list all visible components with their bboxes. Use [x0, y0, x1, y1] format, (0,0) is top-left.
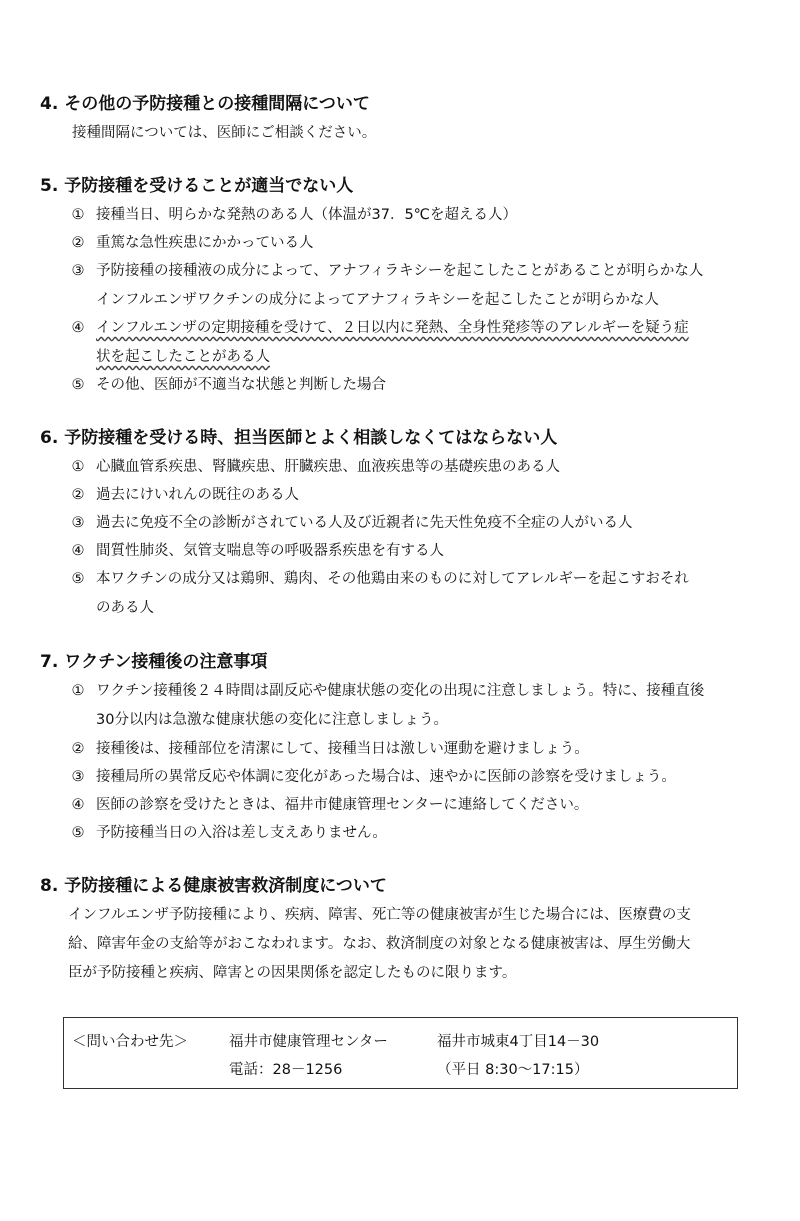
item-text-underlined: 状を起こしたことがある人 [96, 349, 270, 365]
section-5-item [66, 201, 766, 230]
item-text: 過去にけいれんの既往のある人 [96, 487, 299, 503]
section-8-text-line: 給、障害年金の支給等がおこなわれます。なお、救済制度の対象となる健康被害は、厚生労働大 [68, 936, 691, 952]
item-number: ⑤ [71, 825, 85, 841]
item-number: ② [71, 741, 85, 757]
section-6-item [66, 537, 766, 566]
section-4-text: 接種間隔については、医師にご相談ください。 [72, 125, 377, 141]
section-8-heading: 8. 予防接種による健康被害救済制度について [40, 876, 387, 896]
section-6-item [66, 453, 766, 482]
item-text: のある人 [96, 600, 154, 616]
section-7-item [66, 791, 766, 820]
section-5-heading: 5. 予防接種を受けることが適当でない人 [40, 176, 354, 196]
item-text: 医師の診察を受けたときは、福井市健康管理センターに連絡してください。 [96, 797, 589, 813]
item-text: ワクチン接種後２４時間は副反応や健康状態の変化の出現に注意しましょう。特に、接種直後 [96, 683, 705, 699]
item-number: ④ [71, 543, 85, 559]
item-text: 30分以内は急激な健康状態の変化に注意しましょう。 [96, 712, 448, 728]
item-number: ② [71, 235, 85, 251]
item-text-underlined: インフルエンザの定期接種を受けて、２日以内に発熱、全身性発疹等のアレルギーを疑う症 [96, 320, 689, 336]
contact-label: ＜問い合わせ先＞ [72, 1034, 188, 1050]
item-number: ① [71, 683, 85, 699]
item-number: ④ [71, 320, 85, 336]
item-number: ④ [71, 797, 85, 813]
section-4-heading: 4. その他の予防接種との接種間隔について [40, 94, 370, 114]
section-5-item [66, 257, 766, 315]
section-7-heading: 7. ワクチン接種後の注意事項 [40, 652, 268, 672]
item-number: ③ [71, 263, 85, 279]
section-8-text-line: 臣が予防接種と疾病、障害との因果関係を認定したものに限ります。 [68, 965, 517, 981]
section-5-item [66, 229, 766, 258]
item-text: 予防接種の接種液の成分によって、アナフィラキシーを起こしたことがあることが明らかな人 [96, 263, 704, 279]
section-7-item [66, 677, 766, 735]
item-number: ③ [71, 769, 85, 785]
item-number: ⑤ [71, 377, 85, 393]
item-number: ③ [71, 515, 85, 531]
contact-phone: 電話：28－1256 [229, 1062, 343, 1078]
item-text: 間質性肺炎、気管支喘息等の呼吸器系疾患を有する人 [96, 543, 444, 559]
section-7-item [66, 819, 766, 848]
section-7-item [66, 763, 766, 792]
section-6-heading: 6. 予防接種を受ける時、担当医師とよく相談しなくてはならない人 [40, 428, 558, 448]
item-text: 本ワクチンの成分又は鶏卵、鶏肉、その他鶏由来のものに対してアレルギーを起こすおそれ [96, 571, 689, 587]
item-text: インフルエンザワクチンの成分によってアナフィラキシーを起こしたことが明らかな人 [96, 292, 659, 308]
item-text: 接種後は、接種部位を清潔にして、接種当日は激しい運動を避けましょう。 [96, 741, 589, 757]
item-text: 過去に免疫不全の診断がされている人及び近親者に先天性免疫不全症の人がいる人 [96, 515, 633, 531]
item-number: ① [71, 207, 85, 223]
contact-organization: 福井市健康管理センター [229, 1034, 388, 1050]
item-text: 接種当日、明らかな発熱のある人（体温が37．5℃を超える人） [96, 207, 517, 223]
item-number: ② [71, 487, 85, 503]
section-6-item [66, 481, 766, 510]
section-8-text-line: インフルエンザ予防接種により、疾病、障害、死亡等の健康被害が生じた場合には、医療費の支 [68, 907, 691, 923]
contact-box [63, 1017, 738, 1089]
section-6-item [66, 509, 766, 538]
section-7-item [66, 735, 766, 764]
item-text: 予防接種当日の入浴は差し支えありません。 [96, 825, 387, 841]
contact-address: 福井市城東4丁目14－30 [437, 1034, 600, 1050]
item-text: その他、医師が不適当な状態と判断した場合 [96, 377, 386, 393]
section-6-item [66, 565, 766, 623]
contact-hours: （平日 8:30～17:15） [437, 1062, 589, 1078]
item-number: ⑤ [71, 571, 85, 587]
item-text: 接種局所の異常反応や体調に変化があった場合は、速やかに医師の診察を受けましょう。 [96, 769, 676, 785]
section-5-item [66, 314, 766, 372]
item-text: 心臓血管系疾患、腎臓疾患、肝臓疾患、血液疾患等の基礎疾患のある人 [96, 459, 560, 475]
item-number: ① [71, 459, 85, 475]
item-text: 重篤な急性疾患にかかっている人 [96, 235, 314, 251]
section-5-item [66, 371, 766, 400]
